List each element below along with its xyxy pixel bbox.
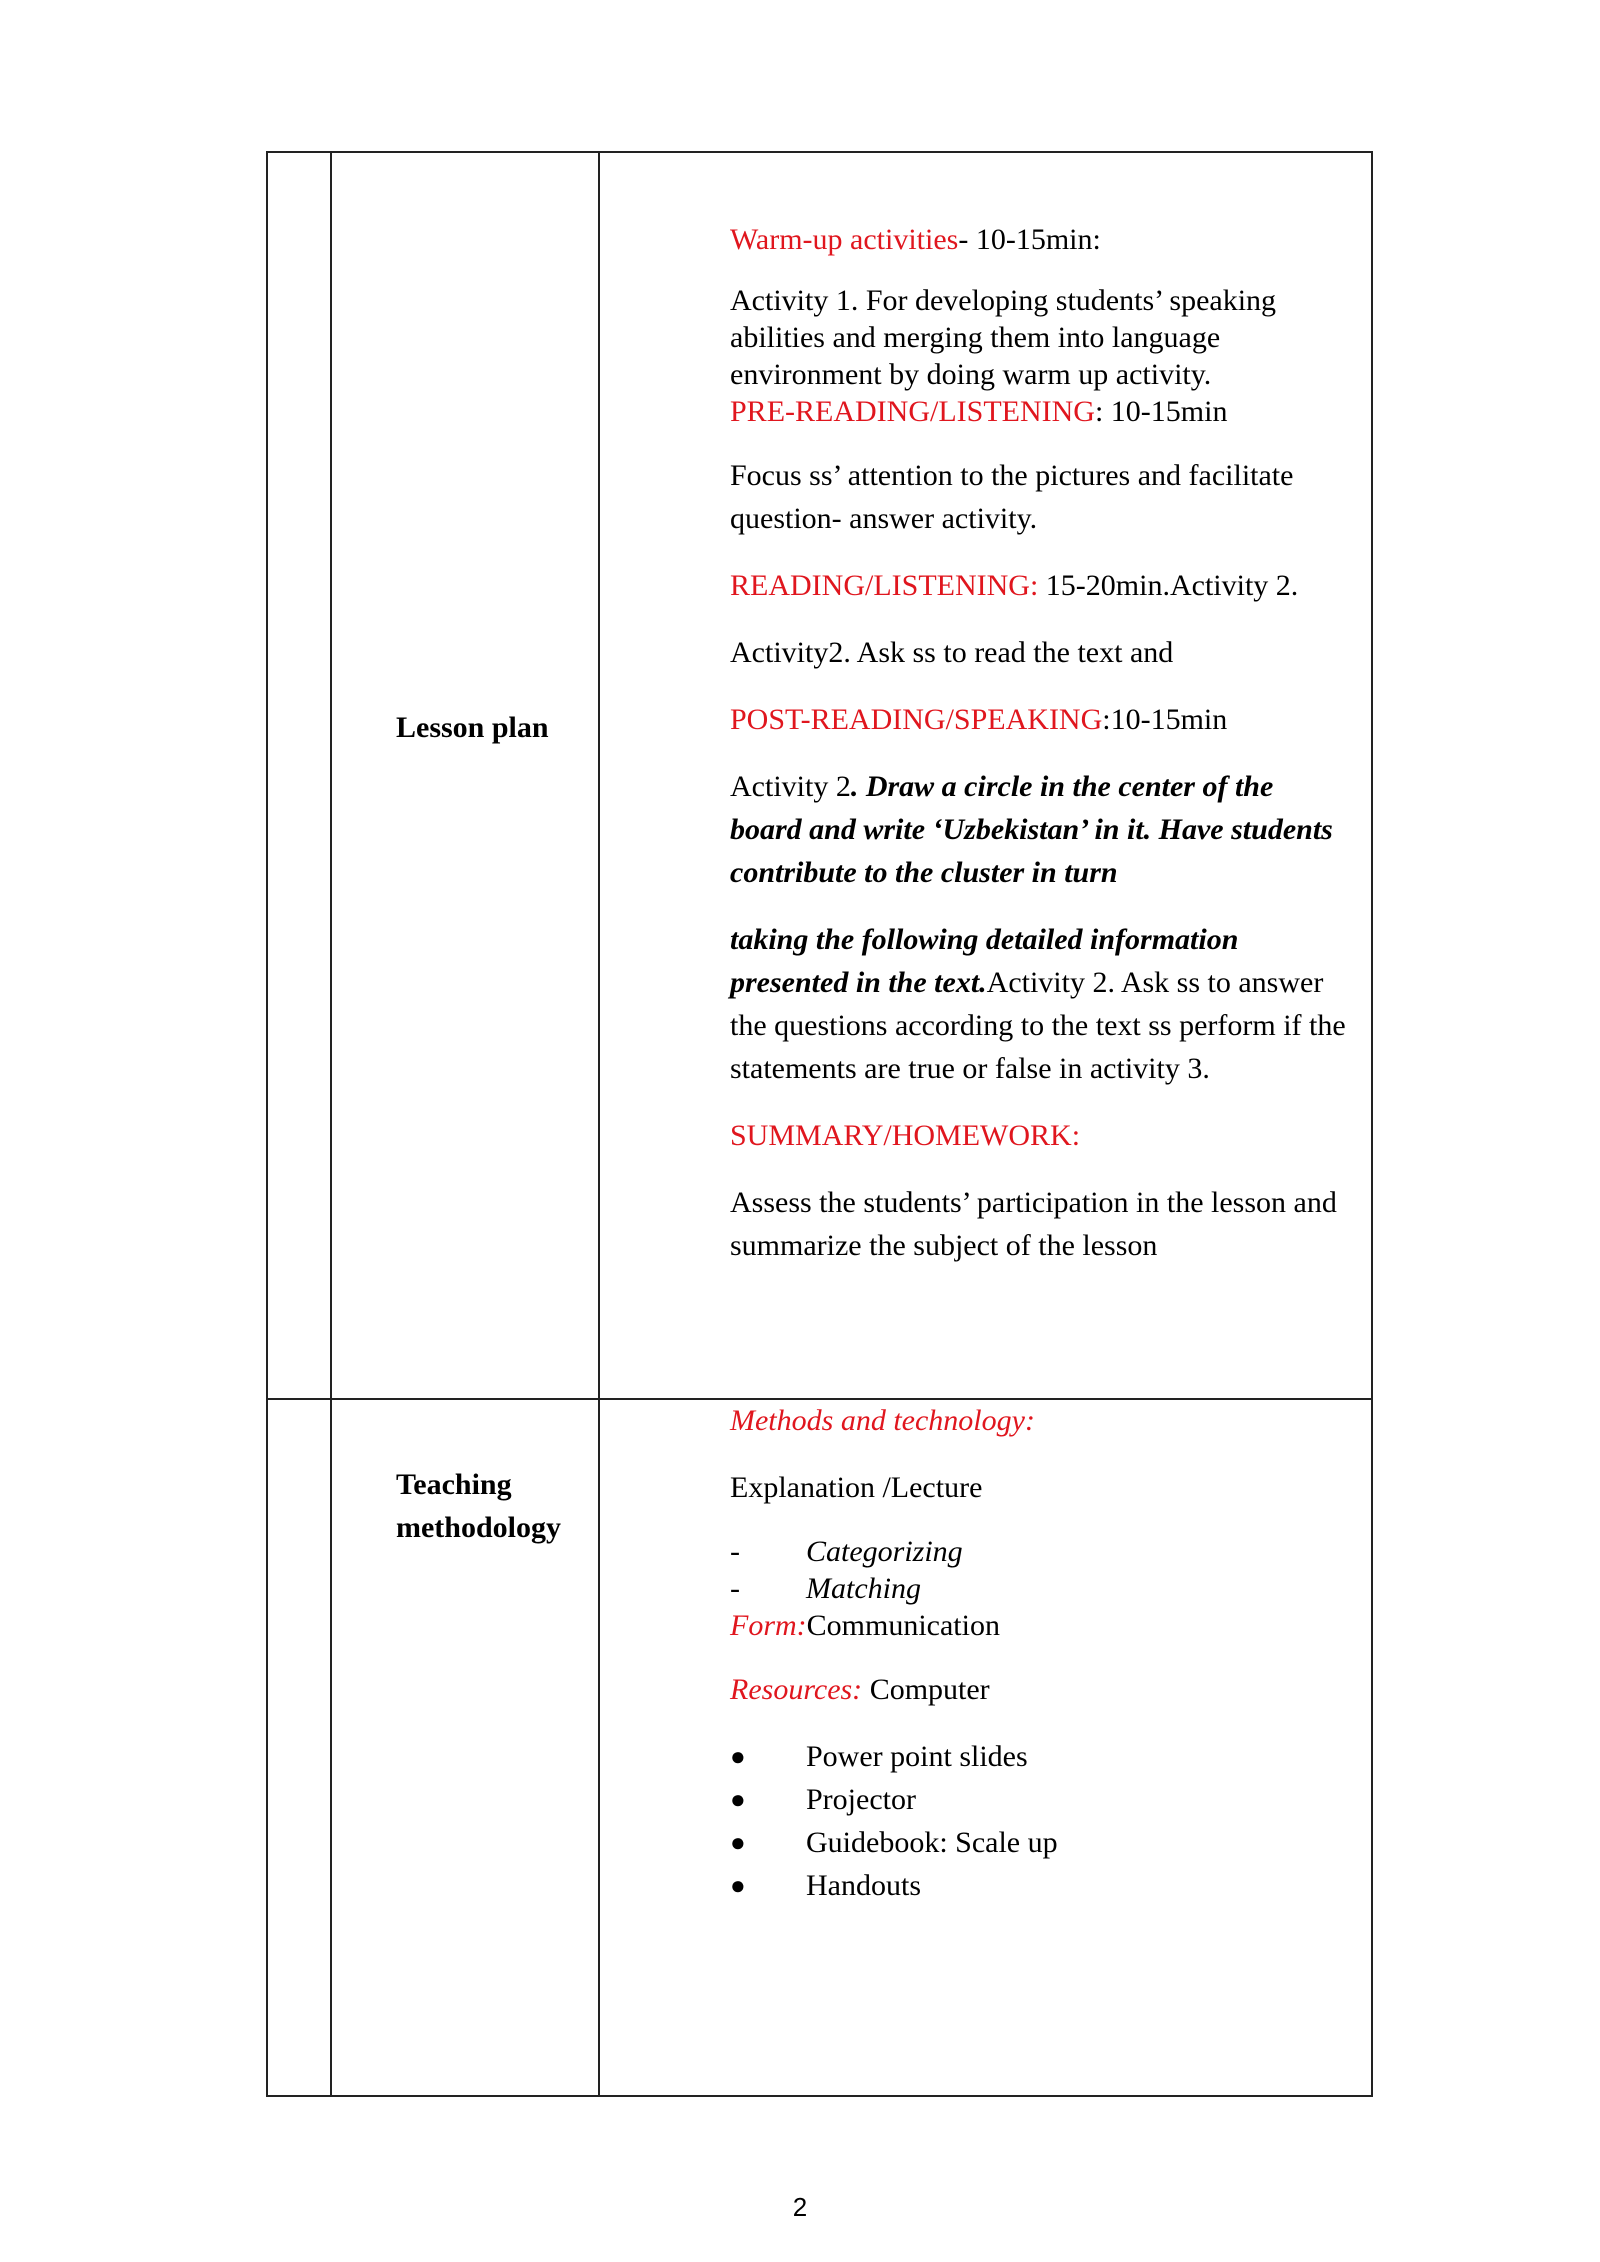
activity2-instruction: . Draw a circle in the center of the board and write ‘Uzbekistan’ in it. Have students contribute to the cluster in turn bbox=[730, 770, 1333, 889]
reading-time: 15-20min.Activity 2. bbox=[1038, 569, 1299, 602]
resources-line bbox=[730, 1668, 1351, 1711]
resource-item-label: Power point slides bbox=[806, 1740, 1028, 1773]
resource-item-label: Projector bbox=[806, 1783, 916, 1816]
dash-mark: - bbox=[730, 1572, 740, 1605]
reading-heading: READING/LISTENING: bbox=[730, 569, 1039, 602]
resources-value: Computer bbox=[862, 1673, 990, 1706]
method-list-item bbox=[730, 1533, 1351, 1570]
reading-line bbox=[730, 564, 1351, 607]
resources-heading: Resources: bbox=[730, 1673, 863, 1706]
form-value: Communication bbox=[806, 1609, 1000, 1642]
resource-item-label: Guidebook: Scale up bbox=[806, 1826, 1058, 1859]
resource-list-item bbox=[730, 1821, 1351, 1864]
resource-item-label: Handouts bbox=[806, 1869, 921, 1902]
page-number: 2 bbox=[792, 2192, 808, 2222]
cluster-paragraph bbox=[730, 918, 1351, 1090]
resource-list-item bbox=[730, 1735, 1351, 1778]
bullet-icon: ● bbox=[730, 1742, 746, 1771]
lesson-plan-content bbox=[730, 221, 1351, 1291]
activity2-circle-paragraph bbox=[730, 765, 1351, 894]
bullet-icon: ● bbox=[730, 1828, 746, 1857]
lesson-table bbox=[266, 151, 1373, 2097]
post-reading-heading: POST-READING/SPEAKING bbox=[730, 703, 1103, 736]
activity1-text: Activity 1. For developing students’ speaking abilities and merging them into language environment by doing warm up activity. bbox=[730, 284, 1277, 391]
resource-list bbox=[730, 1735, 1351, 1907]
form-line bbox=[730, 1607, 1351, 1644]
assess-paragraph: Assess the students’ participation in the lesson and summarize the subject of the lesson bbox=[730, 1186, 1337, 1262]
column-divider-1 bbox=[330, 153, 332, 2095]
warmup-time: - 10-15min: bbox=[958, 223, 1101, 256]
bullet-icon: ● bbox=[730, 1871, 746, 1900]
methods-heading: Methods and technology bbox=[730, 1404, 1025, 1437]
lesson-plan-label: Lesson plan bbox=[396, 711, 549, 744]
teaching-methodology-label bbox=[396, 1463, 561, 1549]
post-reading-line bbox=[730, 698, 1351, 741]
method-item-label: Categorizing bbox=[806, 1535, 963, 1568]
methods-colon: : bbox=[1024, 1404, 1035, 1437]
method-list-item bbox=[730, 1570, 1351, 1607]
form-heading: Form: bbox=[730, 1609, 807, 1642]
warmup-line bbox=[730, 221, 1351, 258]
methods-line bbox=[730, 1399, 1351, 1442]
focus-paragraph: Focus ss’ attention to the pictures and facilitate question- answer activity. bbox=[730, 459, 1294, 535]
activity1-paragraph bbox=[730, 282, 1351, 430]
warmup-heading: Warm-up activities bbox=[730, 223, 959, 256]
method-item-label: Matching bbox=[806, 1572, 921, 1605]
dash-mark: - bbox=[730, 1535, 740, 1568]
pre-reading-time: : 10-15min bbox=[1094, 395, 1228, 428]
resource-list-item bbox=[730, 1778, 1351, 1821]
activity2-read-line: Activity2. Ask ss to read the text and bbox=[730, 636, 1174, 669]
summary-heading: SUMMARY/HOMEWORK: bbox=[730, 1119, 1081, 1152]
teaching-methodology-content bbox=[730, 1399, 1351, 1907]
activity2-prefix: Activity 2 bbox=[730, 770, 851, 803]
method-list bbox=[730, 1533, 1351, 1607]
teaching-label-line1: Teaching bbox=[396, 1468, 512, 1501]
column-divider-2 bbox=[598, 153, 600, 2095]
cluster-rest: Activity 2. Ask ss to answer the questions according to the text ss perform if the statements are true or false in activity 3. bbox=[730, 966, 1346, 1085]
cluster-instruction: taking the following detailed information presented in the text. bbox=[730, 923, 1239, 999]
teaching-label-line2: methodology bbox=[396, 1511, 561, 1544]
pre-reading-heading: PRE-READING/LISTENING bbox=[730, 395, 1095, 428]
post-reading-time: :10-15min bbox=[1102, 703, 1228, 736]
bullet-icon: ● bbox=[730, 1785, 746, 1814]
explanation-line: Explanation /Lecture bbox=[730, 1471, 983, 1504]
resource-list-item bbox=[730, 1864, 1351, 1907]
